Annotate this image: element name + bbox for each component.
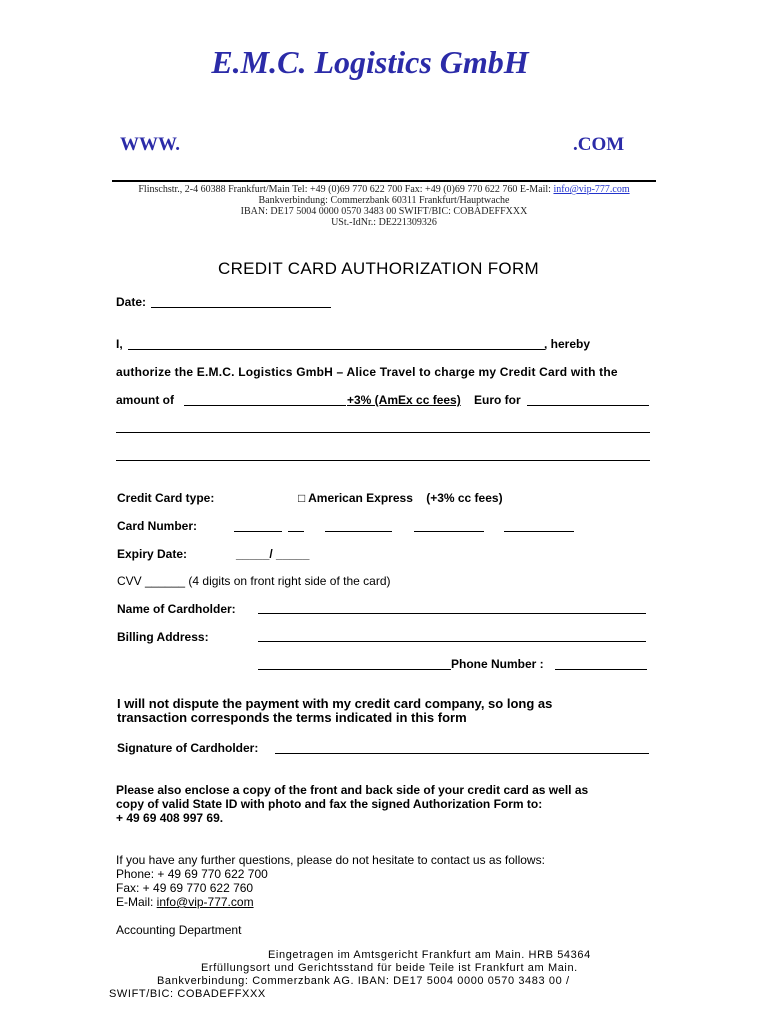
- enclose-text-1: Please also enclose a copy of the front and back side of your credit card as well as: [116, 783, 589, 797]
- company-name: E.M.C. Logistics GmbH: [211, 44, 529, 80]
- enclose-fax-number: + 49 69 408 997 69.: [116, 811, 224, 825]
- address-line-3: IBAN: DE17 5004 0000 0570 3483 00 SWIFT/BIC: COBADEFFXXX: [240, 206, 528, 217]
- contact-fax: Fax: + 49 69 770 622 760: [116, 881, 254, 895]
- purpose-line-2[interactable]: [116, 432, 650, 433]
- billing-label: Billing Address:: [117, 630, 209, 644]
- authorize-text: authorize the E.M.C. Logistics GmbH – Alice Travel to charge my Credit Card with the: [116, 365, 618, 379]
- amount-field[interactable]: [184, 405, 346, 406]
- dispute-text-2: transaction corresponds the terms indicated in this form: [117, 710, 467, 725]
- phone-field[interactable]: [555, 669, 647, 670]
- contact-email-label: E-Mail:: [116, 895, 157, 909]
- expiry-field[interactable]: _____/ _____: [236, 547, 310, 561]
- signature-field[interactable]: [275, 753, 649, 754]
- euro-for-label: Euro for: [474, 393, 521, 407]
- footer-jurisdiction: Erfüllungsort und Gerichtsstand für beide Teile ist Frankfurt am Main.: [201, 962, 578, 974]
- card-number-label: Card Number:: [117, 519, 198, 533]
- amount-label: amount of: [116, 393, 174, 407]
- department-label: Accounting Department: [116, 923, 242, 937]
- billing-field-2[interactable]: [258, 669, 451, 670]
- card-type-label: Credit Card type:: [117, 491, 215, 505]
- header-divider: [112, 180, 656, 182]
- i-label: I,: [116, 337, 123, 351]
- address-line-1: [112, 184, 656, 195]
- header-email-link[interactable]: info@vip-777.com: [553, 184, 630, 195]
- contact-intro: If you have any further questions, please do not hesitate to contact us as follows:: [116, 853, 545, 867]
- cardholder-label: Name of Cardholder:: [117, 602, 236, 616]
- hereby-label: , hereby: [544, 337, 591, 351]
- form-title: CREDIT CARD AUTHORIZATION FORM: [218, 259, 539, 278]
- com-label: .COM: [573, 134, 625, 155]
- amex-fee-note: +3% (AmEx cc fees): [347, 393, 461, 407]
- cvv-field[interactable]: CVV ______ (4 digits on front right side of the card): [117, 574, 391, 588]
- footer-registry: Eingetragen im Amtsgericht Frankfurt am Main. HRB 54364: [268, 949, 591, 961]
- address-text: Flinschstr., 2-4 60388 Frankfurt/Main Tel: +49 (0)69 770 622 700 Fax: +49 (0)69 770 622 760 E-Mail:: [138, 184, 554, 195]
- name-field[interactable]: [128, 349, 545, 350]
- footer-swift: SWIFT/BIC: COBADEFFXXX: [109, 988, 266, 1000]
- card-number-seg-2[interactable]: [288, 531, 304, 532]
- dispute-text-1: I will not dispute the payment with my credit card company, so long as: [117, 696, 553, 711]
- purpose-line-3[interactable]: [116, 460, 650, 461]
- amex-checkbox[interactable]: □ American Express (+3% cc fees): [298, 491, 503, 505]
- cardholder-field[interactable]: [258, 613, 646, 614]
- contact-email-link[interactable]: info@vip-777.com: [156, 895, 254, 909]
- card-number-seg-4[interactable]: [414, 531, 484, 532]
- footer-bank: Bankverbindung: Commerzbank AG. IBAN: DE17 5004 0000 0570 3483 00 /: [157, 975, 570, 987]
- enclose-text-2: copy of valid State ID with photo and fax the signed Authorization Form to:: [116, 797, 543, 811]
- www-label: WWW.: [120, 134, 181, 155]
- date-field[interactable]: [151, 307, 331, 308]
- signature-label: Signature of Cardholder:: [117, 741, 259, 755]
- address-line-2: Bankverbindung: Commerzbank 60311 Frankfurt/Hauptwache: [258, 195, 510, 206]
- card-number-seg-1[interactable]: [234, 531, 282, 532]
- expiry-label: Expiry Date:: [117, 547, 188, 561]
- card-number-seg-5[interactable]: [504, 531, 574, 532]
- date-label: Date:: [116, 295, 147, 309]
- contact-phone: Phone: + 49 69 770 622 700: [116, 867, 268, 881]
- contact-email-line: [116, 895, 254, 909]
- purpose-field[interactable]: [527, 405, 649, 406]
- card-number-seg-3[interactable]: [325, 531, 392, 532]
- phone-label: Phone Number :: [451, 657, 544, 671]
- billing-field-1[interactable]: [258, 641, 646, 642]
- address-line-4: USt.-IdNr.: DE221309326: [331, 217, 437, 228]
